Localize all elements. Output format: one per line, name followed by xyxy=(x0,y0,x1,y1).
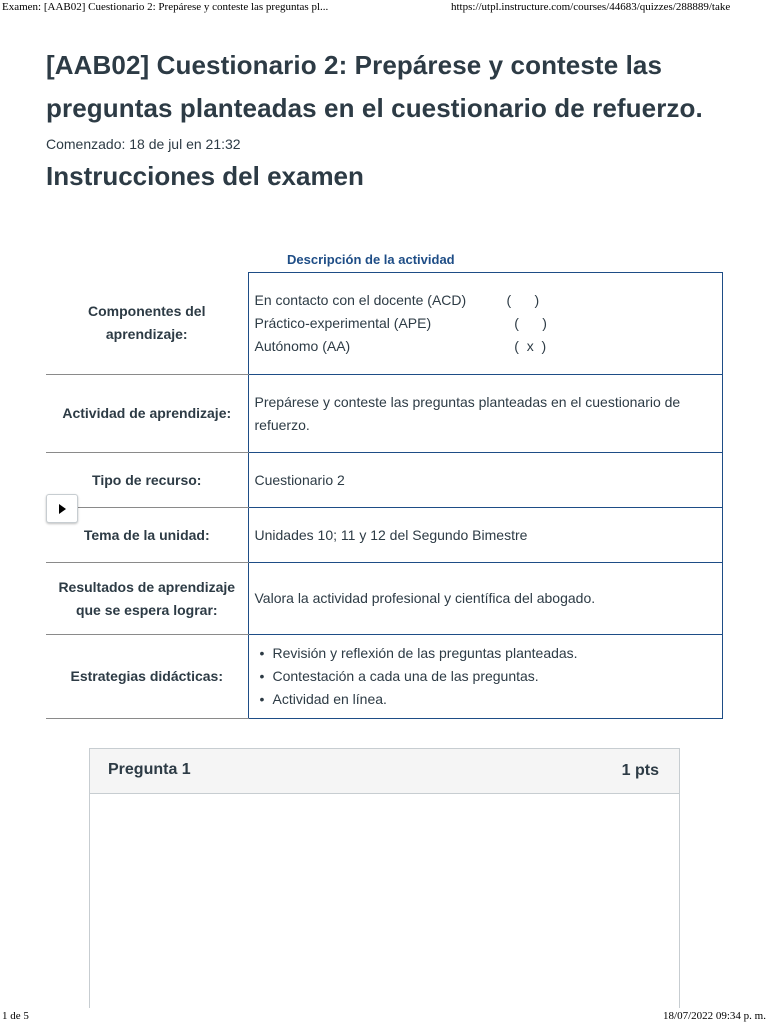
resource-label: Tipo de recurso: xyxy=(46,453,248,508)
print-header xyxy=(0,0,768,18)
play-button[interactable] xyxy=(46,494,78,523)
instructions-heading: Instrucciones del examen xyxy=(46,161,364,191)
print-page-number: 1 de 5 xyxy=(2,1010,29,1022)
table-row xyxy=(46,273,723,375)
component-item: Práctico-experimental (APE) ( ) xyxy=(254,315,547,331)
activity-description-table xyxy=(46,272,723,719)
activity-description-caption: Descripción de la actividad xyxy=(287,252,455,267)
table-row xyxy=(46,635,723,719)
print-page-title: Examen: [AAB02] Cuestionario 2: Prepárese y conteste las preguntas pl... xyxy=(2,1,329,13)
question-card xyxy=(89,748,680,1008)
resource-value: Cuestionario 2 xyxy=(248,453,723,508)
table-row xyxy=(46,563,723,635)
strategies-list xyxy=(255,642,717,711)
component-item: Autónomo (AA) ( x ) xyxy=(254,338,547,354)
question-header xyxy=(90,749,679,794)
components-value xyxy=(248,273,723,375)
list-item: • Actividad en línea. xyxy=(255,688,717,711)
list-item: • Contestación a cada una de las preguntas. xyxy=(255,665,717,688)
activity-label: Actividad de aprendizaje: xyxy=(46,375,248,453)
results-value: Valora la actividad profesional y científica del abogado. xyxy=(248,563,723,635)
play-icon xyxy=(59,504,66,514)
activity-value: Prepárese y conteste las preguntas planteadas en el cuestionario de refuerzo. xyxy=(248,375,723,453)
strategies-label: Estrategias didácticas: xyxy=(46,635,248,719)
print-timestamp: 18/07/2022 09:34 p. m. xyxy=(663,1010,766,1022)
table-row xyxy=(46,508,723,563)
list-item: • Revisión y reflexión de las preguntas planteadas. xyxy=(255,642,717,665)
quiz-content xyxy=(46,44,726,193)
results-label: Resultados de aprendizaje que se espera lograr: xyxy=(46,563,248,635)
question-points: 1 pts xyxy=(621,762,659,779)
component-item: En contacto con el docente (ACD) ( ) xyxy=(254,292,540,308)
table-row xyxy=(46,375,723,453)
topic-value: Unidades 10; 11 y 12 del Segundo Bimestre xyxy=(248,508,723,563)
print-footer xyxy=(0,1008,768,1024)
topic-label: Tema de la unidad: xyxy=(46,508,248,563)
quiz-started-time: Comenzado: 18 de jul en 21:32 xyxy=(46,136,241,152)
print-url: https://utpl.instructure.com/courses/44683/quizzes/288889/take xyxy=(451,1,731,13)
components-label: Componentes del aprendizaje: xyxy=(46,273,248,375)
quiz-title: [AAB02] Cuestionario 2: Prepárese y conteste las preguntas planteadas en el cuestionario de refuerzo. xyxy=(46,50,703,123)
question-name: Pregunta 1 xyxy=(108,761,191,778)
table-row xyxy=(46,453,723,508)
strategies-value xyxy=(248,635,723,719)
